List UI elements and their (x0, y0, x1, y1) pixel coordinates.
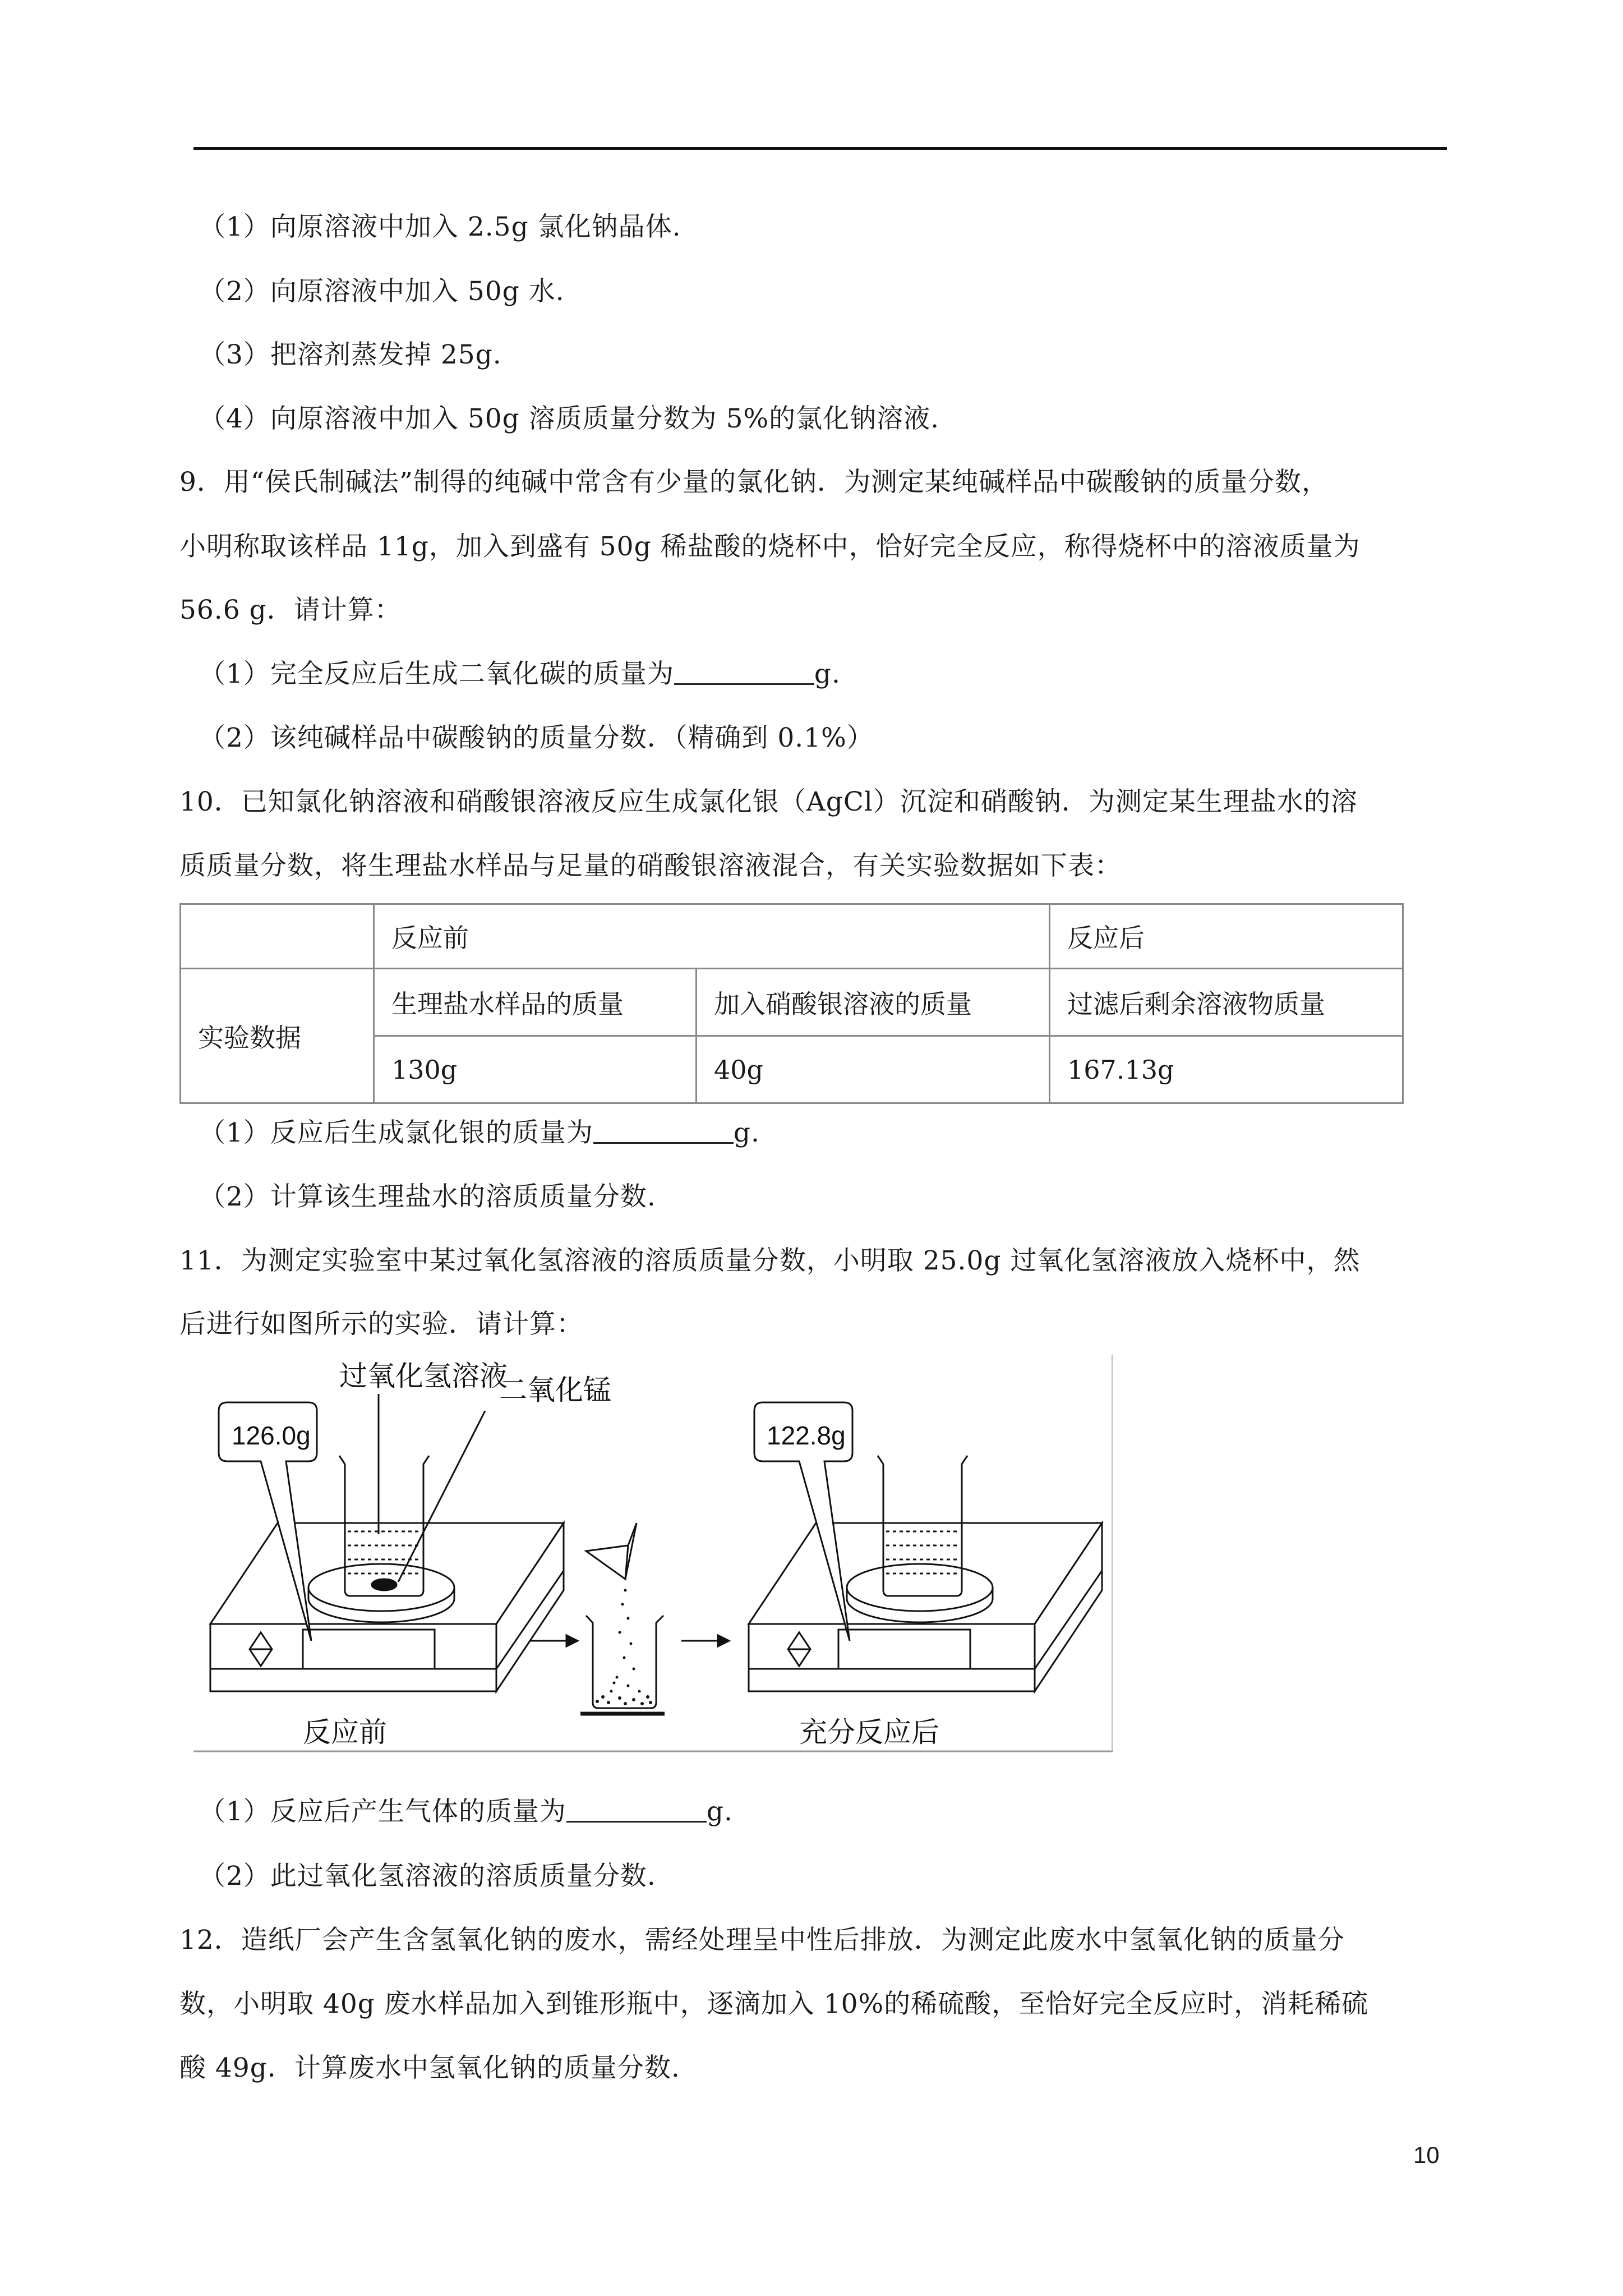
question-9-part-2: （2）该纯碱样品中碳酸钠的质量分数．（精确到 0.1%） (199, 723, 874, 753)
text-line: （2）向原溶液中加入 50g 水. (199, 276, 565, 307)
text-line: 后进行如图所示的实验．请计算： (179, 1309, 583, 1340)
text-line: （3）把溶剂蒸发掉 25g. (199, 339, 502, 370)
text-line: 56.6 g．请计算： (179, 595, 402, 625)
question-12: 12．造纸厂会产生含氢氧化钠的废水，需经处理呈中性后排放．为测定此废水中氢氧化钠的质量分 (179, 1925, 1345, 1955)
reaction-beaker (580, 1523, 665, 1714)
text-line: （1）向原溶液中加入 2.5g 氯化钠晶体. (199, 211, 681, 242)
question-11-part-2: （2）此过氧化氢溶液的溶质质量分数. (199, 1861, 656, 1892)
question-9: 9．用“侯氏制碱法”制得的纯碱中常含有少量的氯化钠．为测定某纯碱样品中碳酸钠的质量分数， (179, 467, 1329, 498)
question-10: 10．已知氯化钠溶液和硝酸银溶液反应生成氯化银（AgCl）沉淀和硝酸钠．为测定某生理盐水的溶 (179, 786, 1358, 817)
text-line: （4）向原溶液中加入 50g 溶质质量分数为 5%的氯化钠溶液. (199, 403, 940, 434)
col-sample-mass: 生理盐水样品的质量 (374, 969, 697, 1036)
answer-blank[interactable] (566, 1795, 707, 1823)
caption-after: 充分反应后 (799, 1717, 939, 1748)
experiment-data-table (179, 903, 1404, 1104)
label-mno2: 二氧化锰 (499, 1374, 611, 1406)
col-remaining-mass: 过滤后剩余溶液物质量 (1050, 969, 1403, 1036)
text-line: 酸 49g．计算废水中氢氧化钠的质量分数. (179, 2053, 680, 2083)
text-line: 数，小明取 40g 废水样品加入到锥形瓶中，逐滴加入 10%的稀硫酸，至恰好完全反应时，消耗稀硫 (179, 1989, 1369, 2019)
col-agno3-mass: 加入硝酸银溶液的质量 (697, 969, 1050, 1036)
experiment-figure (193, 1355, 1113, 1753)
reading-before: 126.0g (232, 1421, 311, 1450)
reading-after: 122.8g (767, 1421, 846, 1450)
answer-blank[interactable] (674, 657, 814, 685)
row-label: 实验数据 (181, 969, 374, 1103)
caption-before: 反应前 (303, 1717, 387, 1748)
answer-blank[interactable] (593, 1116, 734, 1144)
balance-after (749, 1456, 1102, 1691)
balance-before (210, 1456, 564, 1691)
question-10-part-2: （2）计算该生理盐水的溶质质量分数. (199, 1181, 656, 1212)
question-11: 11．为测定实验室中某过氧化氢溶液的溶质质量分数，小明取 25.0g 过氧化氢溶液放入烧杯中，然 (179, 1245, 1361, 1276)
header-after: 反应后 (1050, 904, 1403, 969)
value-sample-mass: 130g (374, 1036, 697, 1103)
arrow-icon (681, 1635, 729, 1646)
text-line: 小明称取该样品 11g，加入到盛有 50g 稀盐酸的烧杯中，恰好完全反应，称得烧杯中的溶液质量为 (179, 531, 1361, 562)
question-10-part-1: （1）反应后生成氯化银的质量为 g. (199, 1117, 760, 1148)
label-h2o2: 过氧化氢溶液 (339, 1360, 508, 1392)
arrow-icon (530, 1635, 578, 1646)
text-line: 质质量分数，将生理盐水样品与足量的硝酸银溶液混合，有关实验数据如下表： (179, 850, 1122, 881)
header-before: 反应前 (374, 904, 1050, 969)
question-9-part-1: （1）完全反应后生成二氧化碳的质量为 g. (199, 659, 841, 689)
powder-particles (596, 1589, 652, 1706)
header-rule (193, 147, 1447, 150)
value-remaining-mass: 167.13g (1050, 1036, 1403, 1103)
page-number: 10 (1413, 2142, 1440, 2168)
value-agno3-mass: 40g (697, 1036, 1050, 1103)
question-11-part-1: （1）反应后产生气体的质量为 g. (199, 1796, 733, 1827)
